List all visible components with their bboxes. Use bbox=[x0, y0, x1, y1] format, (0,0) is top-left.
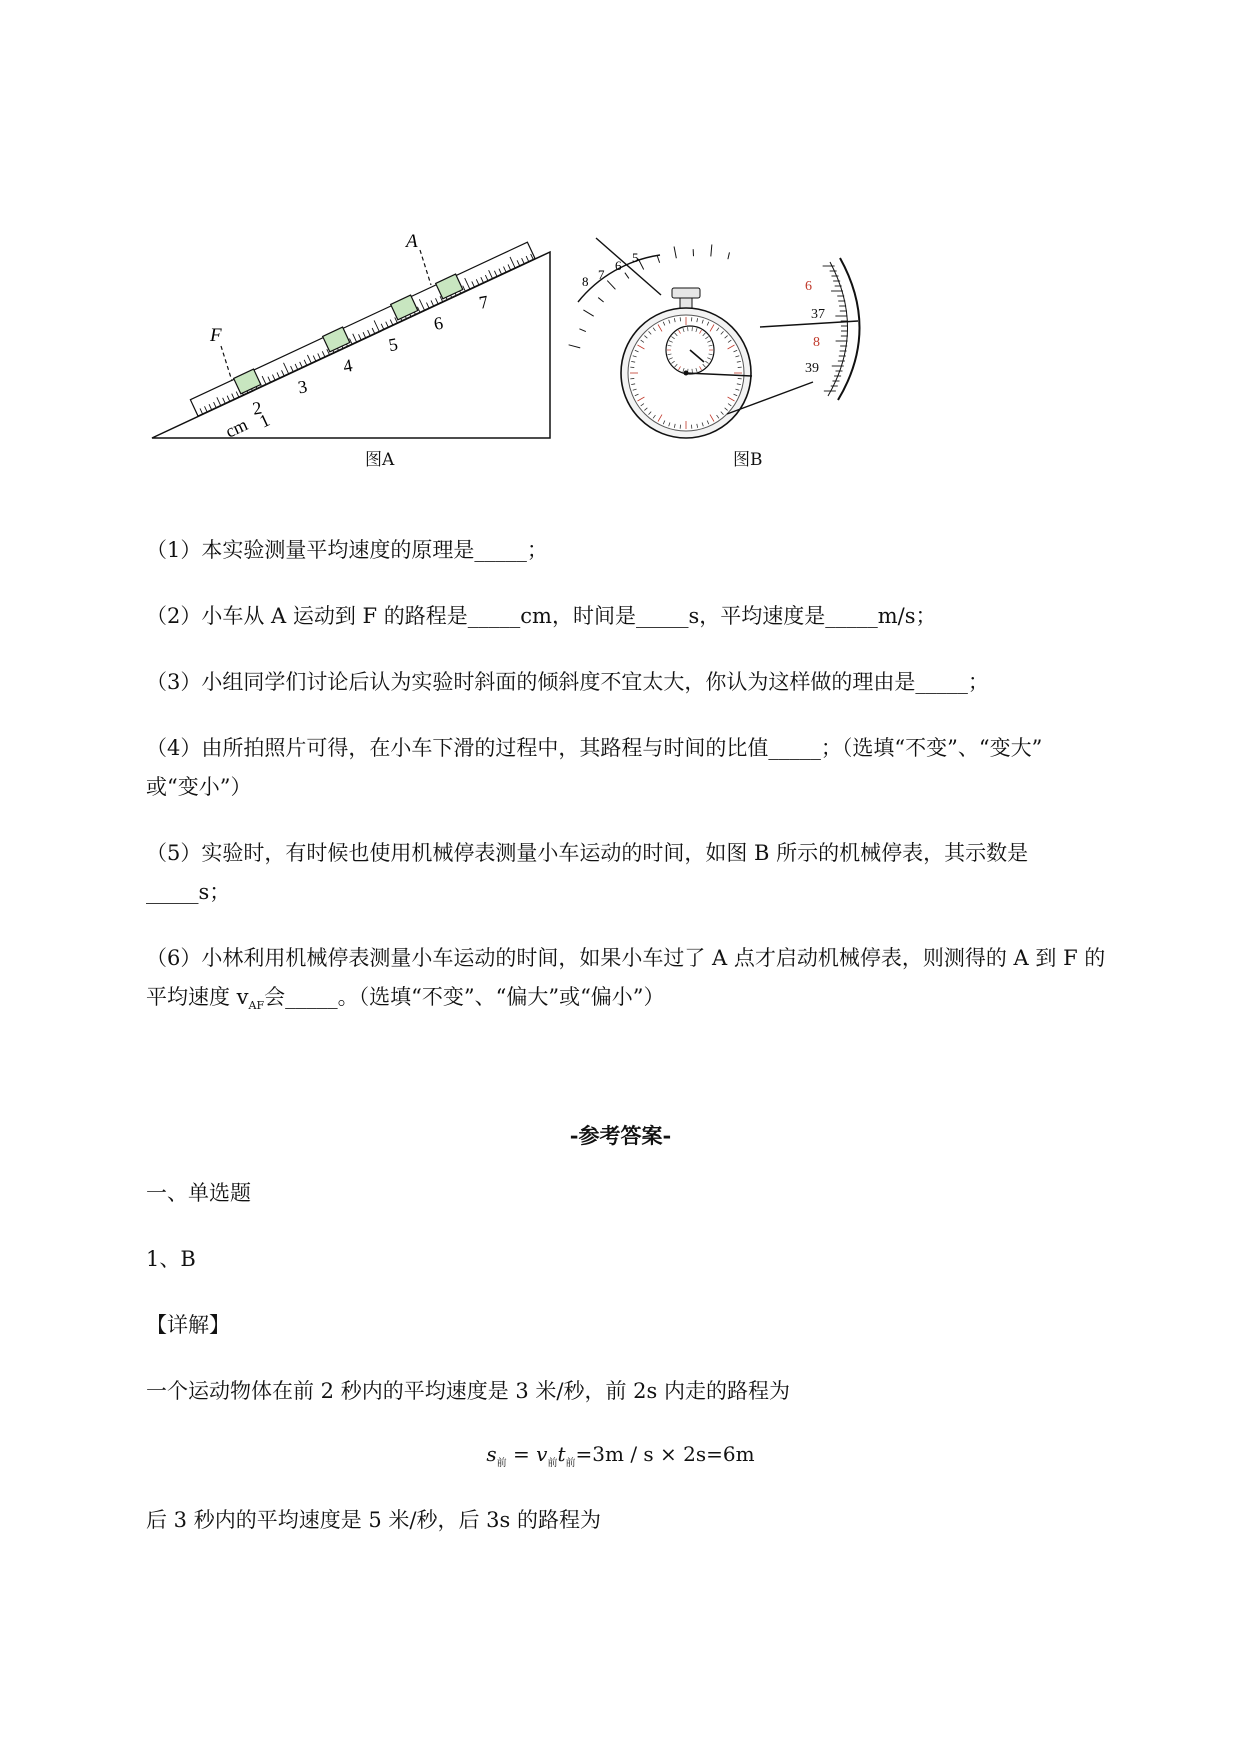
ruler-tick bbox=[390, 320, 393, 325]
question-6-suffix: 会_____。（选填“不变”、“偏大”或“偏小”） bbox=[264, 985, 665, 1009]
ruler-tick bbox=[307, 355, 311, 363]
small-scale-tick bbox=[579, 329, 585, 332]
small-scale-tick bbox=[607, 281, 615, 290]
large-scale-number: 37 bbox=[811, 307, 825, 322]
ruler-tick bbox=[353, 334, 357, 342]
ruler-number: 6 bbox=[432, 312, 445, 334]
formula-v: v bbox=[536, 1442, 548, 1466]
formula-s-sub: 前 bbox=[496, 1458, 507, 1469]
small-scale-tick bbox=[638, 259, 643, 270]
ruler-tick bbox=[313, 356, 316, 361]
ruler-tick bbox=[386, 322, 389, 327]
small-scale-number: 7 bbox=[598, 267, 605, 282]
ruler-tick bbox=[436, 298, 439, 303]
answers-title: -参考答案- bbox=[569, 1123, 672, 1148]
ruler-tick bbox=[374, 320, 379, 331]
ruler-tick bbox=[295, 364, 298, 369]
ruler-tick bbox=[322, 351, 325, 356]
figure-b bbox=[569, 238, 860, 438]
question-1: （1）本实验测量平均速度的原理是_____； bbox=[146, 538, 548, 562]
formula-eq: = bbox=[513, 1442, 530, 1466]
question-4-line-1: （4）由所拍照片可得，在小车下滑的过程中，其路程与时间的比值_____；（选填“不变”、“变大” bbox=[146, 736, 1043, 760]
small-scale-tick bbox=[569, 345, 581, 348]
crown-top bbox=[672, 288, 700, 298]
small-scale-pointer bbox=[596, 238, 661, 295]
large-scale-number: 6 bbox=[805, 279, 812, 294]
question-5-line-1: （5）实验时，有时候也使用机械停表测量小车运动的时间，如图 B 所示的机械停表，其示数是 bbox=[146, 841, 1029, 865]
detail-label: 【详解】 bbox=[146, 1313, 230, 1337]
answer-item: 1、B bbox=[146, 1247, 196, 1271]
ruler-tick bbox=[489, 270, 493, 278]
ruler-number: 3 bbox=[296, 376, 309, 398]
formula-rhs: =3m / s × 2s=6m bbox=[575, 1442, 755, 1466]
ruler-tick bbox=[465, 278, 470, 289]
ruler-tick bbox=[526, 256, 529, 261]
ruler-tick bbox=[494, 271, 497, 276]
large-scale-number: 8 bbox=[813, 335, 820, 350]
marker-a-line bbox=[420, 250, 431, 285]
ruler-tick bbox=[284, 363, 289, 374]
small-scale-tick bbox=[583, 310, 593, 316]
formula-v-sub: 前 bbox=[547, 1458, 558, 1469]
formula-t-sub: 前 bbox=[565, 1458, 576, 1469]
ruler-tick bbox=[217, 397, 221, 405]
ruler-tick bbox=[268, 377, 271, 382]
ruler-tick bbox=[517, 260, 520, 265]
ruler-tick bbox=[272, 375, 275, 380]
ruler-tick bbox=[508, 264, 511, 269]
question-6-subscript: AF bbox=[248, 999, 265, 1013]
figure-b-caption: 图B bbox=[733, 450, 763, 470]
answer-text-1: 一个运动物体在前 2 秒内的平均速度是 3 米/秒，前 2s 内走的路程为 bbox=[146, 1379, 790, 1403]
section-heading: 一、单选题 bbox=[146, 1181, 251, 1205]
ruler-tick bbox=[485, 275, 488, 280]
ruler-tick bbox=[368, 330, 371, 335]
ruler-tick bbox=[304, 360, 307, 365]
small-scale-number: 6 bbox=[615, 258, 622, 273]
ruler-tick bbox=[282, 370, 285, 375]
question-6-line-2 bbox=[146, 982, 665, 1021]
question-6-line-1: （6）小林利用机械停表测量小车运动的时间，如果小车过了 A 点才启动机械停表，则测得的 A 到 F 的 bbox=[146, 946, 1106, 970]
ruler-tick bbox=[359, 334, 362, 339]
question-2: （2）小车从 A 运动到 F 的路程是_____cm，时间是_____s，平均速度是_____m/s； bbox=[146, 604, 937, 628]
question-3: （3）小组同学们讨论后认为实验时斜面的倾斜度不宜太大，你认为这样做的理由是_____； bbox=[146, 670, 989, 694]
ruler-number: 4 bbox=[341, 355, 354, 377]
ruler-tick bbox=[522, 258, 525, 263]
ruler-tick bbox=[426, 303, 429, 308]
ruler-tick bbox=[227, 396, 230, 401]
ruler-tick bbox=[463, 286, 466, 291]
ruler-tick bbox=[499, 269, 502, 274]
car-f bbox=[234, 369, 261, 394]
small-scale-tick bbox=[711, 245, 712, 257]
ruler-tick bbox=[476, 279, 479, 284]
formula-t: t bbox=[557, 1442, 566, 1466]
center-pin bbox=[684, 371, 689, 376]
large-scale-arc-outer bbox=[838, 258, 860, 400]
small-scale-tick bbox=[625, 273, 629, 279]
ruler-number: 7 bbox=[477, 291, 490, 313]
ruler-tick bbox=[372, 328, 375, 333]
ruler-tick bbox=[363, 332, 366, 337]
ruler-tick bbox=[472, 281, 475, 286]
ruler-tick bbox=[193, 405, 198, 416]
formula-s: s bbox=[486, 1442, 497, 1466]
ruler-tick bbox=[209, 404, 212, 409]
ruler-tick bbox=[503, 267, 506, 272]
formula bbox=[0, 1442, 1241, 1469]
answer-text-2: 后 3 秒内的平均速度是 5 米/秒，后 3s 的路程为 bbox=[146, 1508, 601, 1532]
ruler-tick bbox=[223, 398, 226, 403]
small-scale-number: 8 bbox=[582, 274, 589, 289]
ruler-tick bbox=[205, 406, 208, 411]
unit-label: cm bbox=[222, 414, 251, 442]
ruler-tick bbox=[262, 376, 266, 384]
figures-svg bbox=[0, 0, 1241, 480]
ruler-number: 1 bbox=[256, 409, 273, 432]
point-f-label: F bbox=[210, 325, 222, 346]
ruler-tick bbox=[318, 353, 321, 358]
small-scale-tick bbox=[728, 252, 730, 259]
ruler-tick bbox=[510, 257, 515, 268]
question-5-line-2: _____s； bbox=[146, 880, 231, 904]
ruler-number: 5 bbox=[386, 333, 400, 356]
ruler-tick bbox=[214, 402, 217, 407]
ruler-tick bbox=[232, 394, 235, 399]
small-scale-tick bbox=[674, 246, 676, 258]
ruler-tick bbox=[381, 324, 384, 329]
question-6-prefix: 平均速度 v bbox=[146, 985, 249, 1009]
large-scale-number: 39 bbox=[805, 361, 819, 376]
ruler-tick bbox=[277, 372, 280, 377]
ruler-tick bbox=[236, 392, 239, 397]
small-scale-number: 5 bbox=[632, 250, 639, 265]
ruler-tick bbox=[200, 408, 203, 413]
ruler-tick bbox=[291, 366, 294, 371]
question-4-line-2: 或“变小”） bbox=[146, 775, 252, 799]
ruler-tick bbox=[431, 300, 434, 305]
small-scale-tick bbox=[598, 298, 603, 302]
small-scale-tick bbox=[657, 256, 659, 263]
ruler-tick bbox=[419, 299, 424, 310]
point-a-label: A bbox=[406, 231, 418, 252]
ruler-tick bbox=[300, 362, 303, 367]
ruler-tick bbox=[481, 277, 484, 282]
ruler-number: 2 bbox=[251, 397, 264, 419]
figure-a-caption: 图A bbox=[365, 450, 395, 470]
figure-a bbox=[152, 231, 550, 442]
marker-f-line bbox=[221, 346, 232, 381]
